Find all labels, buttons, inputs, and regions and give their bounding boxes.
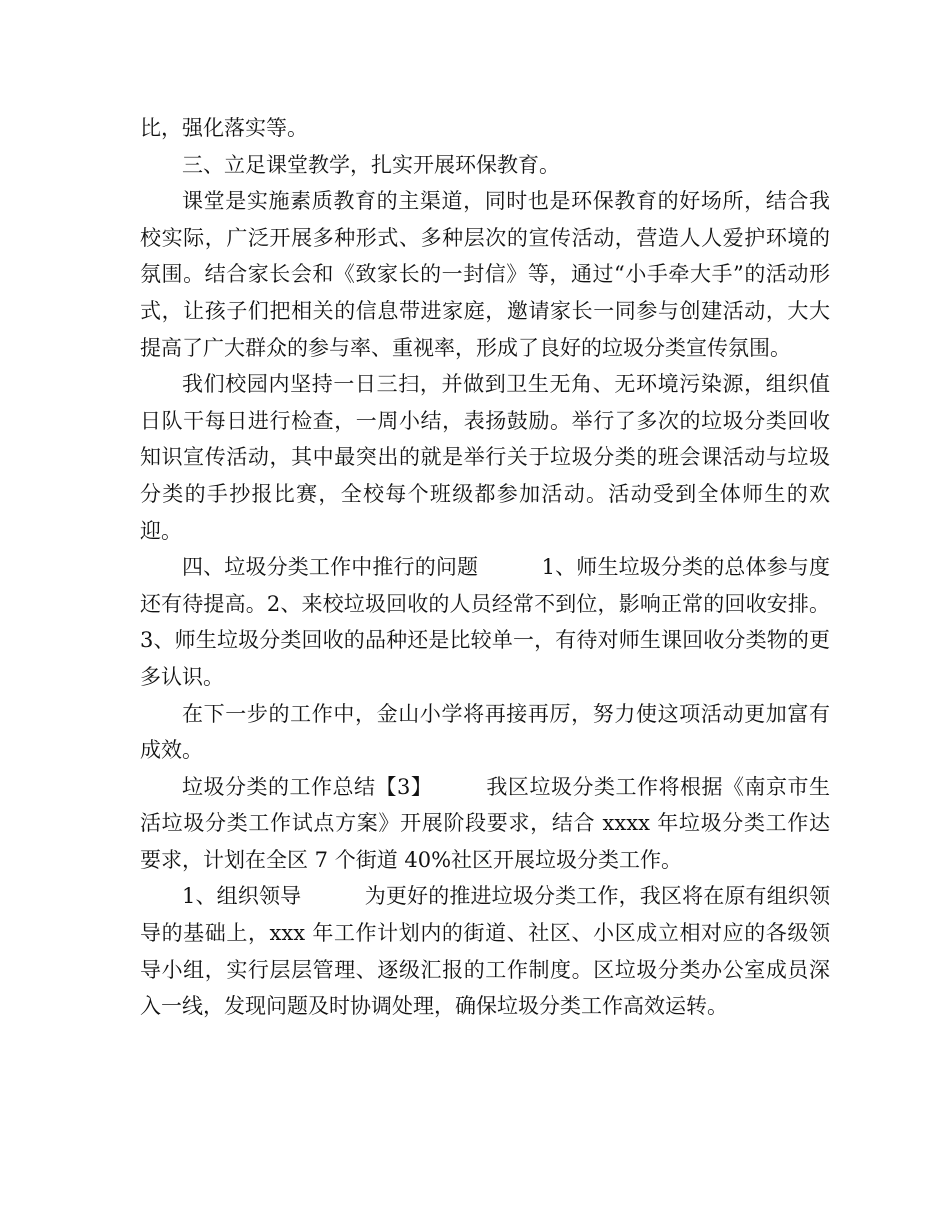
paragraph-organization: 1、组织领导 为更好的推进垃圾分类工作，我区将在原有组织领导的基础上，xxx 年工作计划内的街道、社区、小区成立相对应的各级领导小组，实行层层管理、逐级汇报的工作制度。区垃圾分类办公室成员深入一线，发现问题及时协调处理，确保垃圾分类工作高效运转。 xyxy=(140,884,830,1019)
paragraph-classroom-education: 课堂是实施素质教育的主渠道，同时也是环保教育的好场所，结合我校实际，广泛开展多种形式、多种层次的宣传活动，营造人人爱护环境的氛围。结合家长会和《致家长的一封信》等，通过“小手牵大手”的活动形式，让孩子们把相关的信息带进家庭，邀请家长一同参与创建活动，大大提高了广大群众的参与率、重视率，形成了良好的垃圾分类宣传氛围。 xyxy=(140,189,830,360)
document-body xyxy=(140,110,830,1025)
paragraph-campus-cleaning: 我们校园内坚持一日三扫，并做到卫生无角、无环境污染源，组织值日队干每日进行检查，一周小结，表扬鼓励。举行了多次的垃圾分类回收知识宣传活动，其中最突出的就是举行关于垃圾分类的班会课活动与垃圾分类的手抄报比赛，全校每个班级都参加活动。活动受到全体师生的欢迎。 xyxy=(140,372,830,543)
paragraph-summary-three: 垃圾分类的工作总结【3】 我区垃圾分类工作将根据《南京市生活垃圾分类工作试点方案》开展阶段要求，结合 xxxx 年垃圾分类工作达要求，计划在全区 7 个街道 40%社区开展垃圾分类工作。 xyxy=(140,774,830,872)
paragraph-next-steps: 在下一步的工作中，金山小学将再接再厉，努力使这项活动更加富有成效。 xyxy=(140,701,830,763)
paragraph-problems: 四、垃圾分类工作中推行的问题 1、师生垃圾分类的总体参与度还有待提高。2、来校垃圾回收的人员经常不到位，影响正常的回收安排。3、师生垃圾分类回收的品种还是比较单一，有待对师生课回收分类物的更多认识。 xyxy=(140,555,830,689)
section-heading-three: 三、立足课堂教学，扎实开展环保教育。 xyxy=(182,152,560,177)
paragraph-continuation: 比，强化落实等。 xyxy=(140,116,308,140)
